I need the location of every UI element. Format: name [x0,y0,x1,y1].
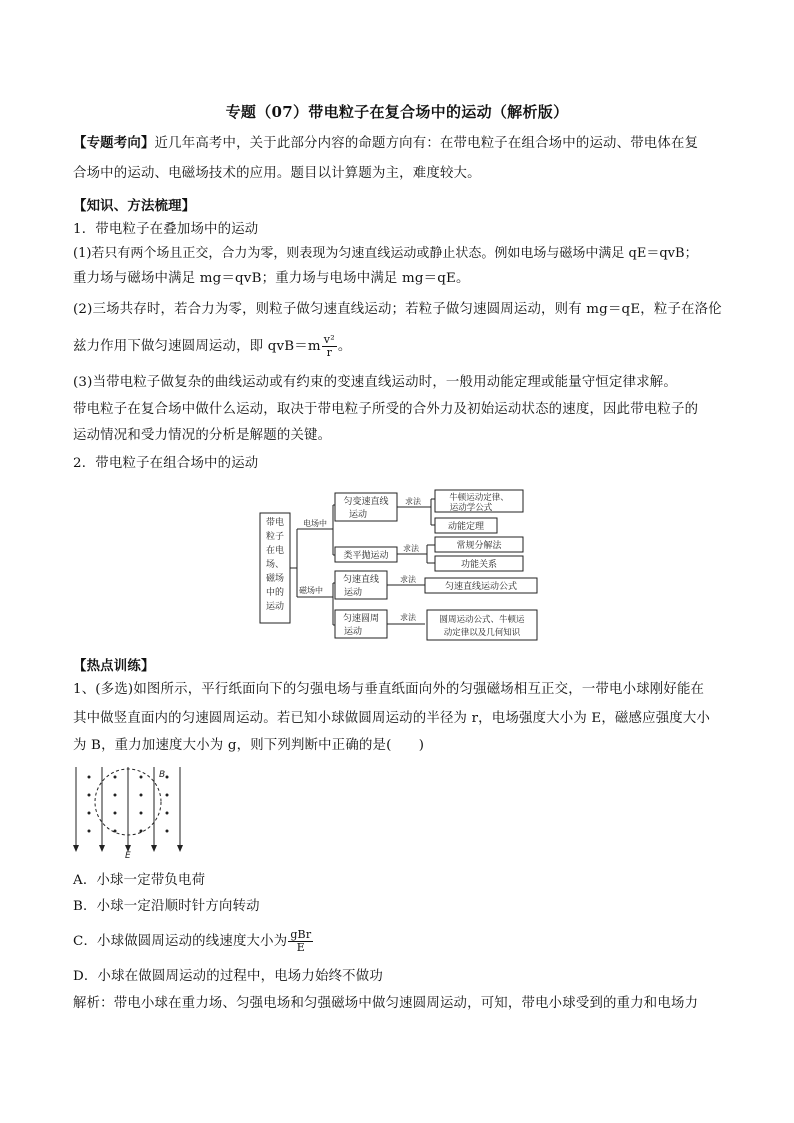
flowchart-m2-label: 类平抛运动 [343,551,389,561]
figure-label-b: B [159,770,166,780]
intro-text-1: 近几年高考中，关于此部分内容的命题方向有：在带电粒子在组合场中的运动、带电体在复 [154,136,699,151]
fraction-numerator: v² [323,333,335,346]
fraction-denominator: r [326,346,333,359]
flowchart-m3-line-2: 运动 [343,588,363,598]
paragraph-2-end: 。 [337,339,352,354]
question-1-line-1: 1、(多选)如图所示，平行纸面向下的匀强电场与垂直纸面向外的匀强磁场相互正交，一带电小球刚好能在 [73,682,705,697]
question-1-line-3: 为 B，重力加速度大小为 g，则下列判断中正确的是( ) [73,738,425,753]
paragraph-2-line-1: (2)三场共存时，若合力为零，则粒子做匀速直线运动；若粒子做匀速圆周运动，则有 mg＝qE，粒子在洛伦 [73,302,722,317]
flowchart-m1-line-2: 运动 [348,510,368,520]
section-2-title: 2．带电粒子在组合场中的运动 [73,456,259,471]
practice-heading: 【热点训练】 [73,658,155,674]
flowchart-root-line-2: 粒子 [265,532,285,542]
flowchart-diagram [255,485,555,645]
fraction-v2-over-r [322,334,337,359]
option-b: B．小球一定沿顺时针方向转动 [73,899,260,914]
flowchart-root-line-7: 运动 [265,602,285,612]
flowchart-method-2: 求法 [403,544,419,553]
flowchart-m4-line-2: 运动 [343,627,363,637]
flowchart-m1-line-1: 匀变速直线 [343,497,389,507]
field-figure [70,765,190,860]
fraction-gbr-over-e [288,929,313,954]
section-1-title: 1．带电粒子在叠加场中的运动 [73,222,259,237]
option-c [73,927,733,957]
paragraph-3: (3)当带电粒子做复杂的曲线运动或有约束的变速直线运动时，一般用动能定理或能量守恒定律求解。 [73,375,677,390]
flowchart-r1-line-2: 运动学公式 [449,503,493,513]
page-title: 专题（07）带电粒子在复合场中的运动（解析版） [225,103,569,121]
paragraph-4-line-2: 运动情况和受力情况的分析是解题的关键。 [73,428,332,443]
paragraph-2-line-2 [73,332,733,362]
flowchart-method-3: 求法 [400,575,416,584]
flowchart-root-line-5: 磁场 [265,574,285,584]
flowchart-r2-label: 动能定理 [447,522,485,532]
flowchart-root-line-1: 带电 [265,518,285,528]
flowchart-root-line-3: 在电 [265,546,285,556]
option-c-text: C．小球做圆周运动的线速度大小为 [73,934,288,949]
knowledge-heading: 【知识、方法梳理】 [73,198,196,214]
flowchart-m4-line-1: 匀速圆周 [342,614,380,624]
fraction-denominator-e: E [296,941,305,954]
flowchart-root-line-4: 场、 [265,560,285,570]
paragraph-4-line-1: 带电粒子在复合场中做什么运动，取决于带电粒子所受的合外力及初始运动状态的速度，因此带电粒子的 [73,402,699,417]
flowchart-r5-label: 匀速直线运动公式 [444,582,518,592]
flowchart-r6-line-1: 圆周运动公式、牛顿运 [439,615,525,625]
option-a: A．小球一定带负电荷 [73,873,206,888]
analysis-text: 解析：带电小球在重力场、匀强电场和匀强磁场中做匀速圆周运动，可知，带电小球受到的重力和电场力 [73,996,699,1011]
flowchart-method-1: 求法 [405,497,421,506]
intro-text-2: 合场中的运动、电磁场技术的应用。题目以计算题为主，难度较大。 [73,166,481,181]
question-1-line-2: 其中做竖直面内的匀速圆周运动。若已知小球做圆周运动的半径为 r，电场强度大小为 E，磁感应强度大小 [73,711,711,726]
option-d: D．小球在做圆周运动的过程中，电场力始终不做功 [73,969,383,984]
flowchart-electric-label: 电场中 [303,519,327,528]
paragraph-2-text: 兹力作用下做匀速圆周运动，即 qvB＝m [73,339,321,354]
flowchart-m3-line-1: 匀速直线 [342,575,380,585]
flowchart-r1-line-1: 牛顿运动定律、 [449,493,509,503]
figure-label-e: E [125,851,131,860]
flowchart-root-line-6: 中的 [265,588,285,598]
flowchart-r6-line-2: 动定律以及几何知识 [443,628,521,638]
intro-label: 【专题考向】 [73,135,155,151]
flowchart-r4-label: 功能关系 [460,560,498,570]
fraction-numerator-gbr: gBr [290,928,312,941]
flowchart-method-4: 求法 [400,613,416,622]
paragraph-1-line-2: 重力场与磁场中满足 mg＝qvB；重力场与电场中满足 mg＝qE。 [73,271,470,286]
flowchart-r3-label: 常规分解法 [456,541,502,551]
flowchart-magnetic-label: 磁场中 [299,586,323,595]
intro-paragraph-line-1 [73,134,733,153]
paragraph-1-line-1: (1)若只有两个场且正交，合力为零，则表现为匀速直线运动或静止状态。例如电场与磁场中满足 qE＝qvB； [73,246,698,261]
